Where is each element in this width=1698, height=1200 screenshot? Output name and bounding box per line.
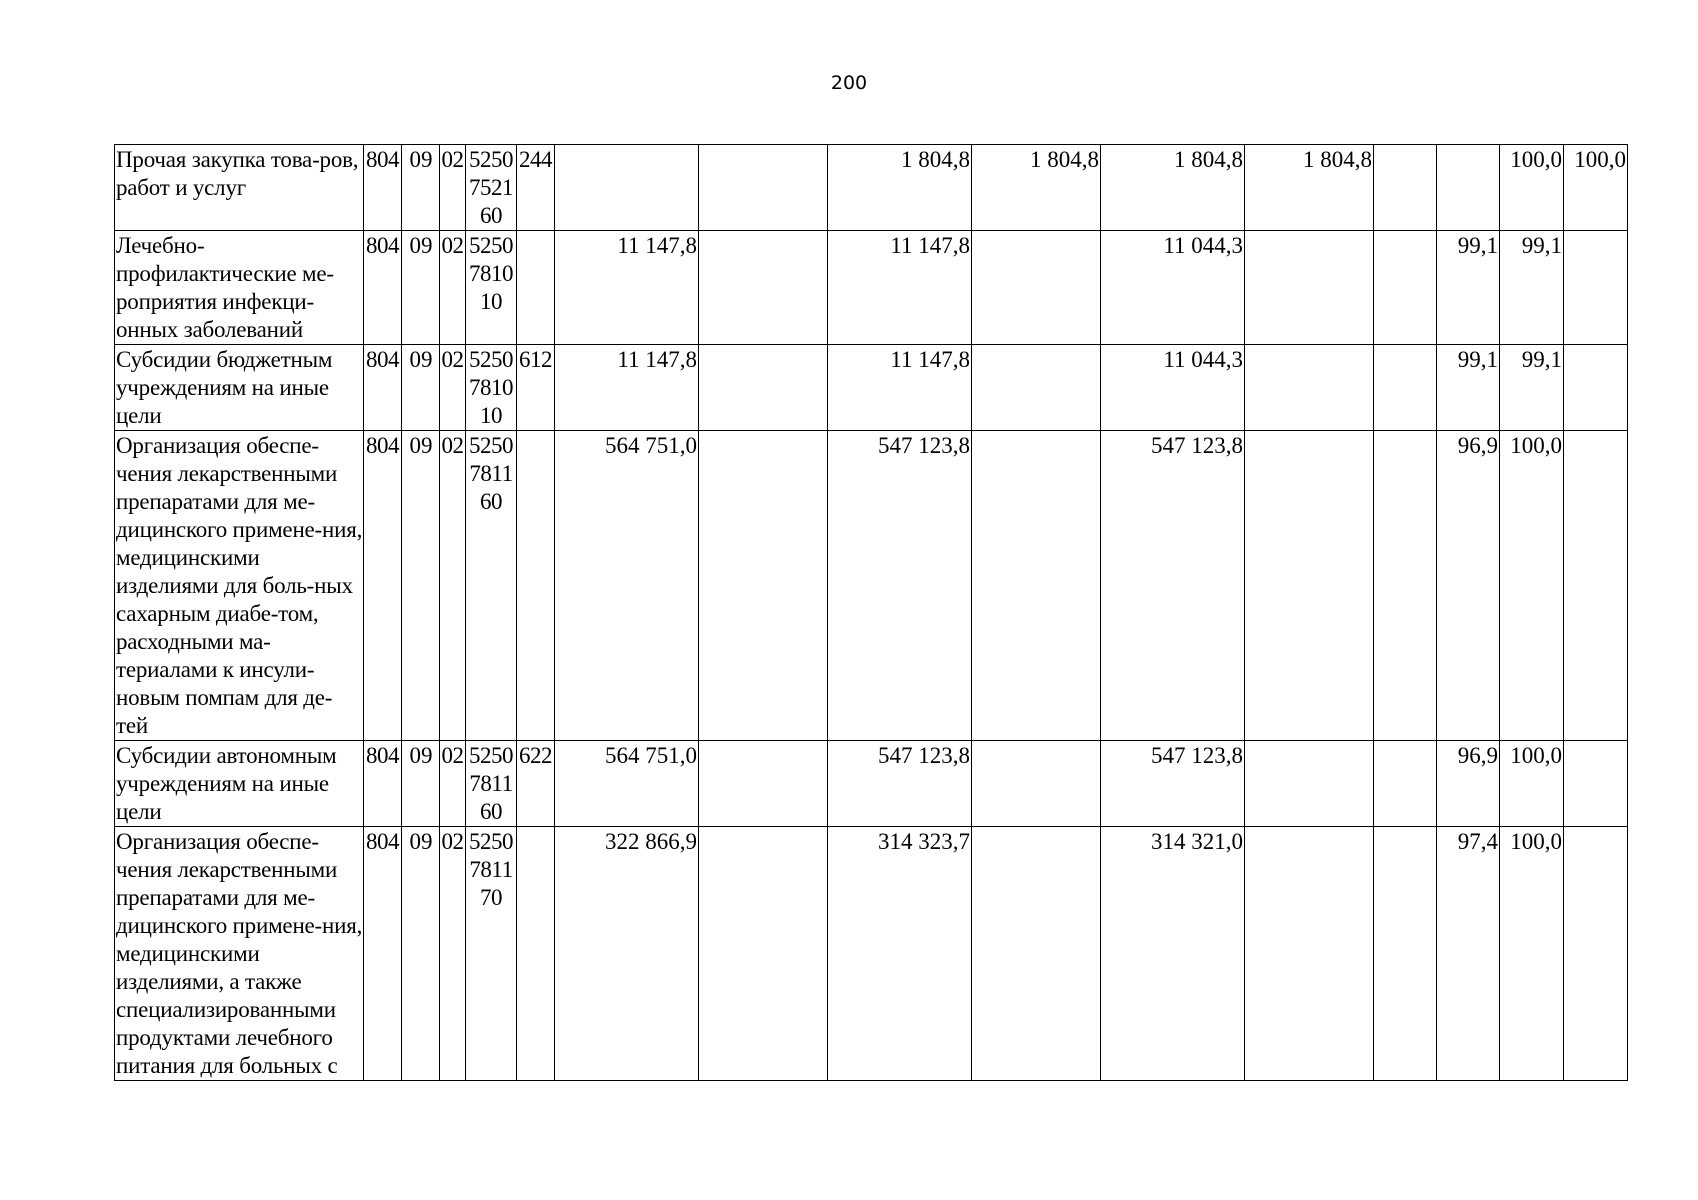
percent-cell: 99,1 (1437, 345, 1500, 431)
ministry-code: 804 (364, 231, 402, 345)
percent-cell: 96,9 (1437, 431, 1500, 741)
expense-type-code (517, 827, 555, 1081)
table-row (115, 145, 1628, 231)
percent-cell: 100,0 (1500, 145, 1564, 231)
row-name: Субсидии бюджетным учреждениям на иные цели (115, 345, 364, 431)
amount-cell: 11 147,8 (555, 231, 699, 345)
ministry-code: 804 (364, 741, 402, 827)
target-code: 5250781010 (466, 231, 517, 345)
table-row (115, 741, 1628, 827)
amount-cell: 322 866,9 (555, 827, 699, 1081)
subsection-code: 02 (440, 345, 466, 431)
percent-cell: 99,1 (1500, 231, 1564, 345)
amount-cell: 11 044,3 (1101, 345, 1245, 431)
section-code: 09 (402, 145, 440, 231)
amount-cell: 547 123,8 (1101, 431, 1245, 741)
percent-cell (1564, 231, 1628, 345)
percent-cell (1437, 145, 1500, 231)
row-name: Лечебно-профилактические ме-роприятия инфекци-онных заболеваний (115, 231, 364, 345)
expense-type-code: 244 (517, 145, 555, 231)
amount-cell: 314 323,7 (828, 827, 972, 1081)
amount-cell (699, 145, 828, 231)
ministry-code: 804 (364, 431, 402, 741)
percent-cell (1564, 345, 1628, 431)
amount-cell (972, 231, 1101, 345)
amount-cell: 1 804,8 (828, 145, 972, 231)
amount-cell (1245, 431, 1374, 741)
amount-cell: 1 804,8 (972, 145, 1101, 231)
amount-cell (972, 345, 1101, 431)
percent-cell (1374, 741, 1437, 827)
target-code: 5250781170 (466, 827, 517, 1081)
ministry-code: 804 (364, 345, 402, 431)
percent-cell (1564, 431, 1628, 741)
section-code: 09 (402, 345, 440, 431)
amount-cell: 11 147,8 (828, 345, 972, 431)
percent-cell: 97,4 (1437, 827, 1500, 1081)
row-name: Прочая закупка това-ров, работ и услуг (115, 145, 364, 231)
amount-cell (1245, 741, 1374, 827)
amount-cell: 547 123,8 (828, 431, 972, 741)
percent-cell: 96,9 (1437, 741, 1500, 827)
table-row (115, 345, 1628, 431)
table-row (115, 431, 1628, 741)
table-body (115, 145, 1628, 1081)
row-name: Организация обеспе-чения лекарственными препаратами для ме-дицинского примене-ния, медицинскими изделиями для боль-ных сахарным диабе-том, расходными ма-териалами к инсули-новым помпам для де-тей (115, 431, 364, 741)
expense-type-code: 612 (517, 345, 555, 431)
amount-cell (699, 431, 828, 741)
percent-cell (1564, 741, 1628, 827)
row-name: Субсидии автономным учреждениям на иные цели (115, 741, 364, 827)
percent-cell (1374, 827, 1437, 1081)
amount-cell: 11 147,8 (555, 345, 699, 431)
subsection-code: 02 (440, 741, 466, 827)
subsection-code: 02 (440, 231, 466, 345)
percent-cell: 100,0 (1500, 431, 1564, 741)
row-name: Организация обеспе-чения лекарственными препаратами для ме-дицинского примене-ния, медицинскими изделиями, а также специализированными продуктами лечебного питания для больных с (115, 827, 364, 1081)
percent-cell: 100,0 (1500, 827, 1564, 1081)
amount-cell: 547 123,8 (1101, 741, 1245, 827)
percent-cell: 100,0 (1564, 145, 1628, 231)
target-code: 5250781160 (466, 431, 517, 741)
amount-cell (972, 431, 1101, 741)
amount-cell (1245, 345, 1374, 431)
amount-cell (699, 827, 828, 1081)
section-code: 09 (402, 231, 440, 345)
amount-cell: 1 804,8 (1101, 145, 1245, 231)
section-code: 09 (402, 741, 440, 827)
amount-cell (972, 741, 1101, 827)
subsection-code: 02 (440, 431, 466, 741)
amount-cell (699, 741, 828, 827)
table-row (115, 827, 1628, 1081)
section-code: 09 (402, 827, 440, 1081)
amount-cell: 11 044,3 (1101, 231, 1245, 345)
amount-cell (555, 145, 699, 231)
amount-cell (1245, 827, 1374, 1081)
amount-cell: 564 751,0 (555, 741, 699, 827)
page-number: 200 (830, 72, 868, 94)
expense-type-code (517, 231, 555, 345)
budget-table (114, 144, 1628, 1081)
amount-cell (972, 827, 1101, 1081)
percent-cell: 100,0 (1500, 741, 1564, 827)
amount-cell: 564 751,0 (555, 431, 699, 741)
amount-cell: 547 123,8 (828, 741, 972, 827)
section-code: 09 (402, 431, 440, 741)
percent-cell (1374, 145, 1437, 231)
table-row (115, 231, 1628, 345)
ministry-code: 804 (364, 145, 402, 231)
amount-cell: 11 147,8 (828, 231, 972, 345)
subsection-code: 02 (440, 827, 466, 1081)
percent-cell (1374, 231, 1437, 345)
percent-cell (1374, 345, 1437, 431)
amount-cell: 314 321,0 (1101, 827, 1245, 1081)
percent-cell (1564, 827, 1628, 1081)
percent-cell (1374, 431, 1437, 741)
amount-cell: 1 804,8 (1245, 145, 1374, 231)
target-code: 5250781010 (466, 345, 517, 431)
target-code: 5250781160 (466, 741, 517, 827)
amount-cell (699, 231, 828, 345)
target-code: 5250752160 (466, 145, 517, 231)
expense-type-code: 622 (517, 741, 555, 827)
amount-cell (699, 345, 828, 431)
amount-cell (1245, 231, 1374, 345)
subsection-code: 02 (440, 145, 466, 231)
expense-type-code (517, 431, 555, 741)
ministry-code: 804 (364, 827, 402, 1081)
percent-cell: 99,1 (1437, 231, 1500, 345)
percent-cell: 99,1 (1500, 345, 1564, 431)
